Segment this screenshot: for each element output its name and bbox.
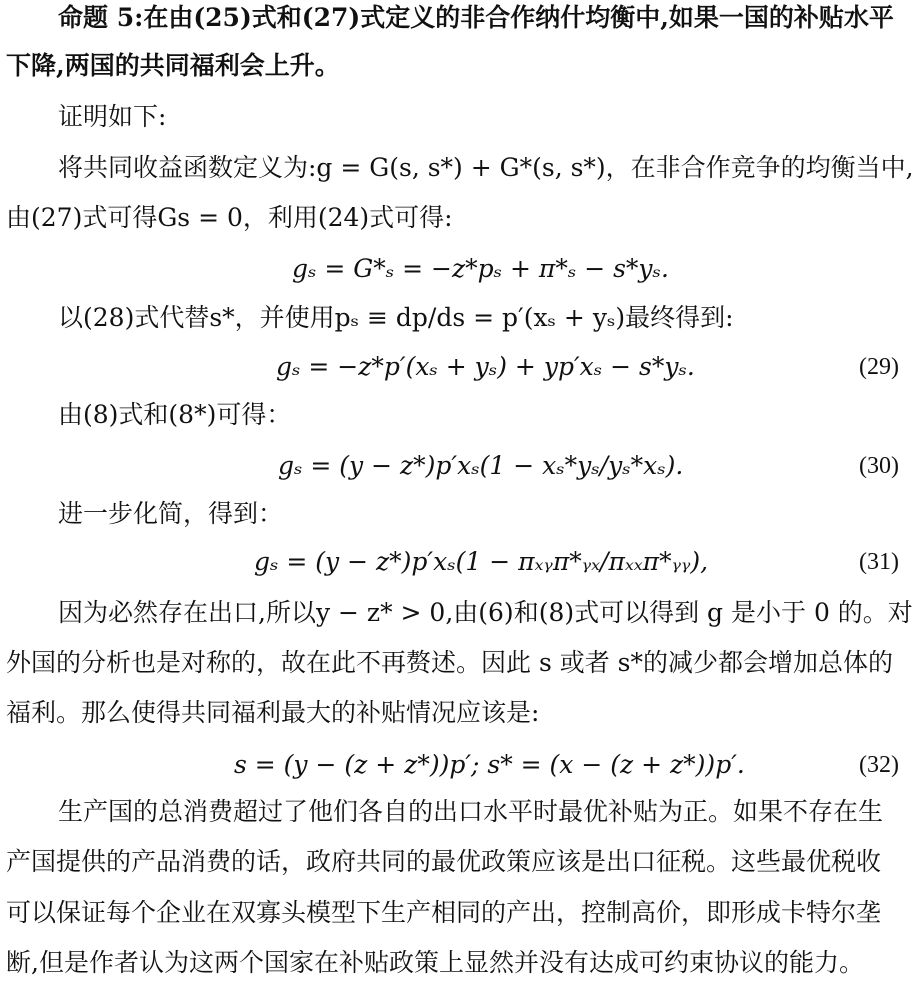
proposition-line-1: 命题 5:在由(25)式和(27)式定义的非合作纳什均衡中,如果一国的补贴水平 bbox=[58, 3, 894, 32]
paragraph-5-line-1: 因为必然存在出口,所以y − z* > 0,由(6)和(8)式可以得到 g 是小于 0 的。对 bbox=[58, 598, 913, 627]
proof-intro: 证明如下: bbox=[58, 102, 167, 131]
equation-29: gₛ = −z*p′(xₛ + yₛ) + yp′xₛ − s*yₛ. bbox=[276, 352, 695, 381]
paragraph-4: 进一步化简，得到： bbox=[58, 499, 284, 528]
proposition-line-2: 下降,两国的共同福利会上升。 bbox=[6, 51, 340, 80]
paragraph-5-line-2: 外国的分析也是对称的，故在此不再赘述。因此 s 或者 s*的减少都会增加总体的 bbox=[6, 648, 894, 677]
paragraph-6-line-3: 可以保证每个企业在双寡头模型下生产相同的产出，控制高价，即形成卡特尔垄 bbox=[6, 898, 882, 927]
paragraph-6-line-1: 生产国的总消费超过了他们各自的出口水平时最优补贴为正。如果不存在生 bbox=[58, 797, 884, 826]
paragraph-6-line-4: 断,但是作者认为这两个国家在补贴政策上显然并没有达成可约束协议的能力。 bbox=[6, 948, 864, 977]
equation-gs: gₛ = G*ₛ = −z*pₛ + π*ₛ − s*yₛ. bbox=[292, 254, 669, 283]
equation-number-30: (30) bbox=[859, 453, 899, 479]
paragraph-1-line-1: 将共同收益函数定义为:g = G(s, s*) + G*(s, s*)，在非合作竞争的均衡当中, bbox=[58, 153, 914, 182]
equation-number-32: (32) bbox=[859, 752, 899, 778]
paragraph-2: 以(28)式代替s*，并使用pₛ ≡ dp/ds = p′(xₛ + yₛ)最终得到: bbox=[58, 303, 734, 332]
paragraph-3: 由(8)式和(8*)可得： bbox=[58, 400, 292, 429]
paragraph-5-line-3: 福利。那么使得共同福利最大的补贴情况应该是: bbox=[6, 698, 540, 727]
equation-number-31: (31) bbox=[859, 549, 899, 575]
equation-number-29: (29) bbox=[859, 354, 899, 380]
equation-30: gₛ = (y − z*)p′xₛ(1 − xₛ*yₛ/yₛ*xₛ). bbox=[278, 451, 684, 480]
equation-31: gₛ = (y − z*)p′xₛ(1 − πₓᵧπ*ᵧₓ/πₓₓπ*ᵧᵧ), bbox=[254, 547, 709, 576]
paragraph-1-line-2: 由(27)式可得Gs = 0，利用(24)式可得: bbox=[6, 203, 453, 232]
paragraph-6-line-2: 产国提供的产品消费的话，政府共同的最优政策应该是出口征税。这些最优税收 bbox=[6, 847, 882, 876]
equation-32: s = (y − (z + z*))p′; s* = (x − (z + z*))p′. bbox=[234, 750, 745, 779]
